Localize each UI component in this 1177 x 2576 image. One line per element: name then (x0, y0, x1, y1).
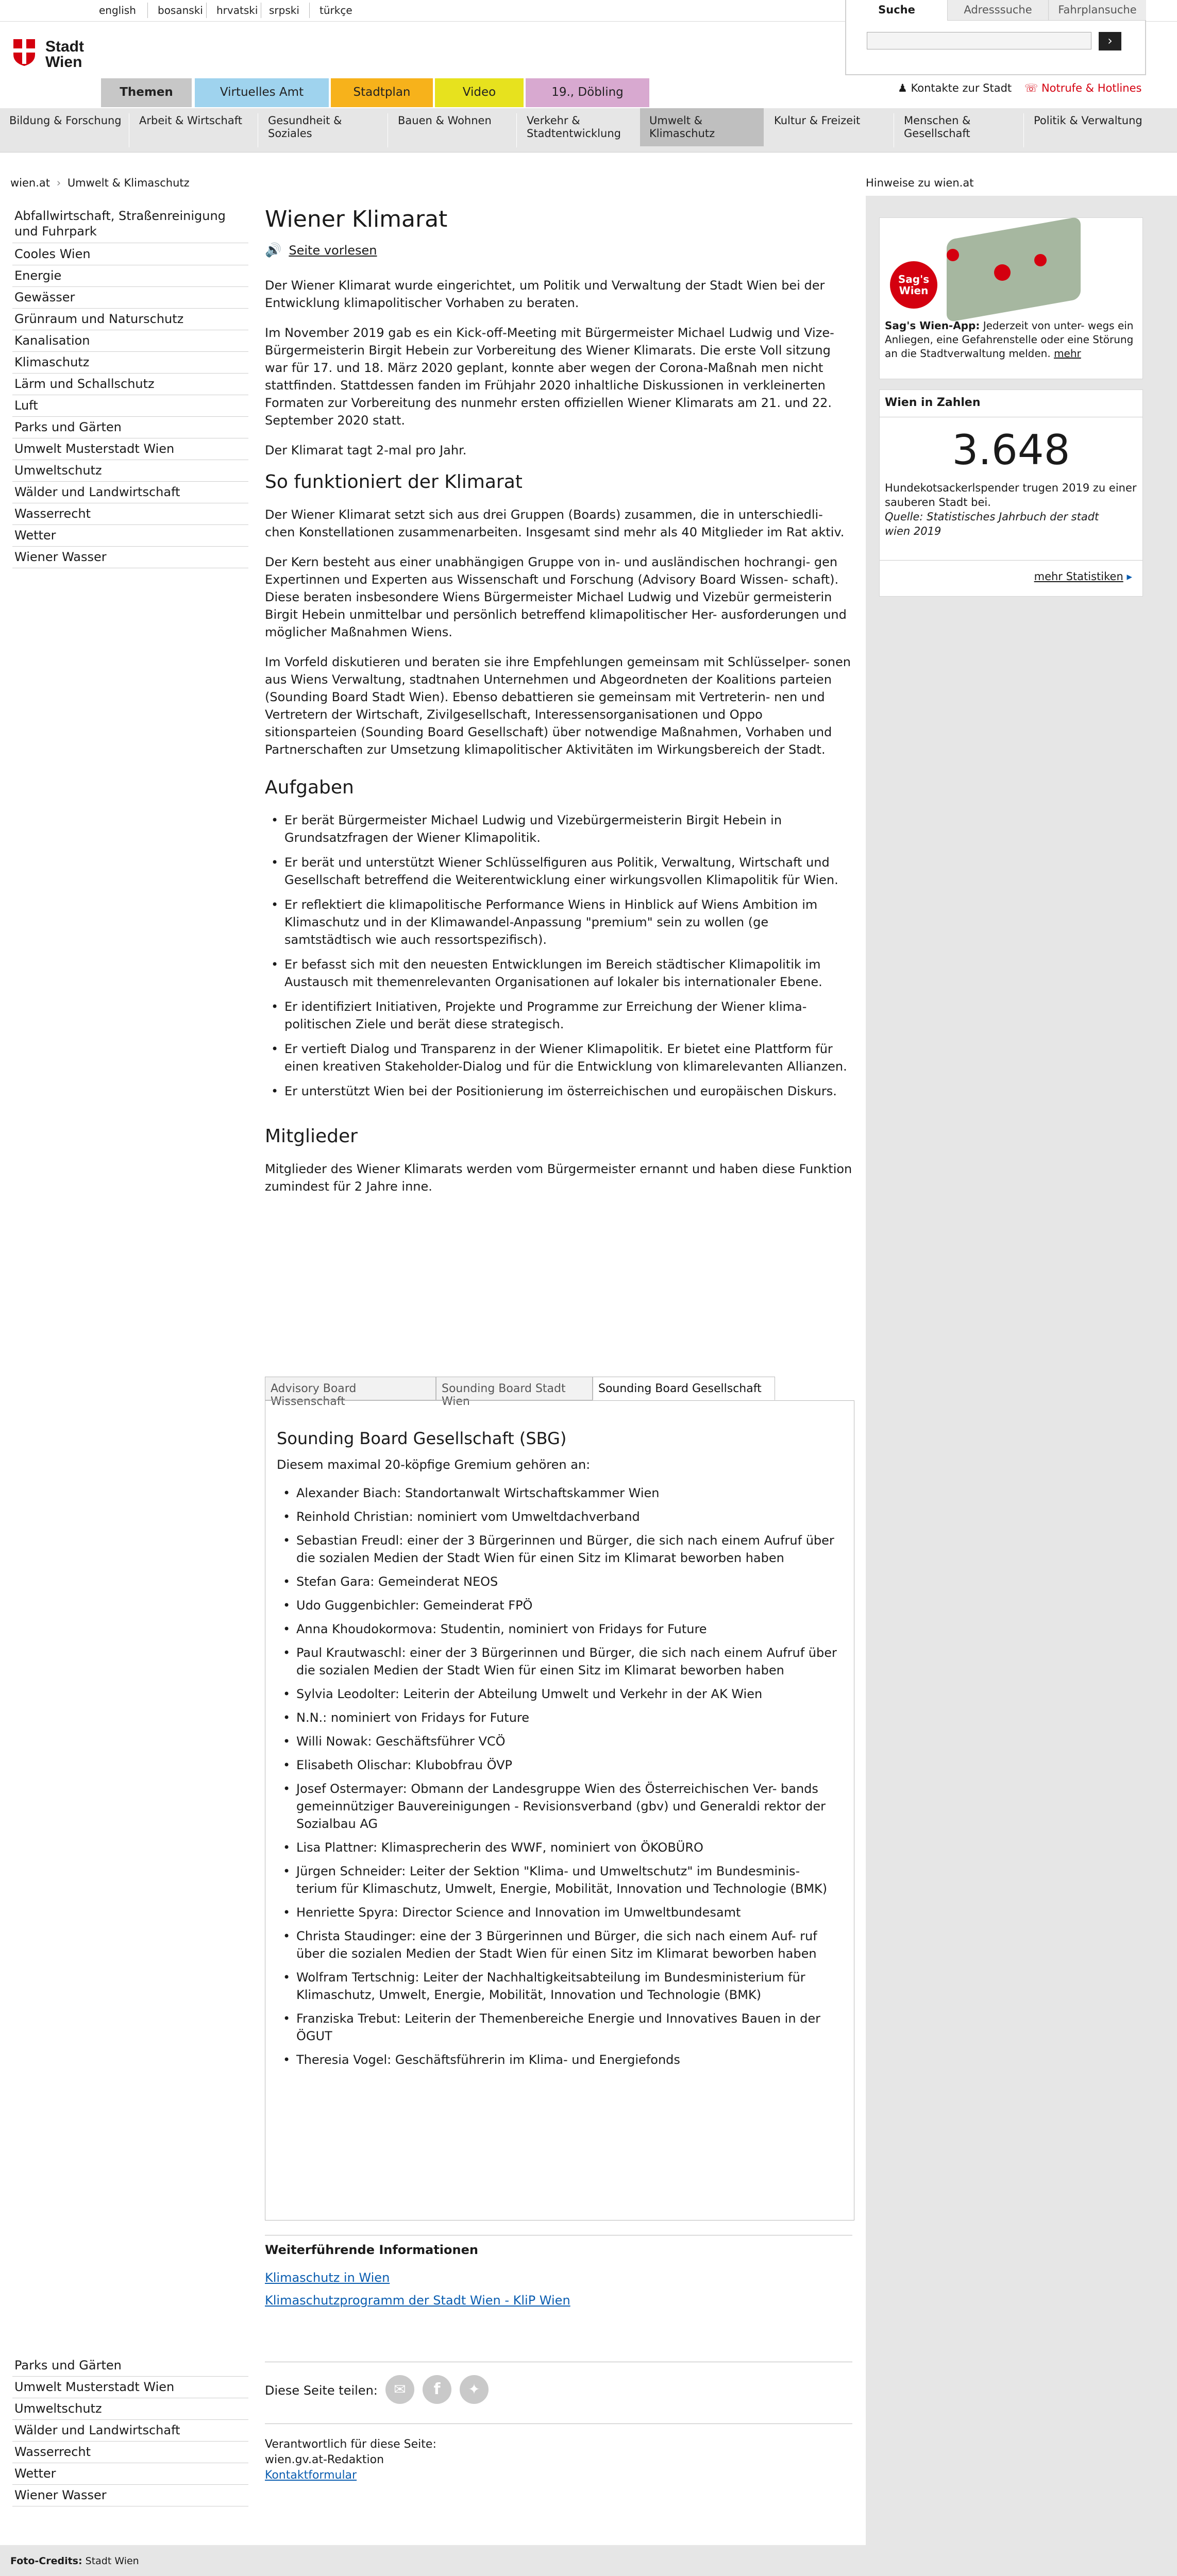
sidebar-item-gewaesser[interactable]: Gewässer (12, 289, 248, 309)
sidebar-item-wasserrecht[interactable]: Wasserrecht (12, 2443, 248, 2463)
phone-icon: ☏ (1024, 82, 1041, 94)
sidebar-item-parks[interactable]: Parks und Gärten (12, 418, 248, 438)
tab-adresssuche[interactable]: Adresssuche (947, 0, 1048, 21)
sidebar-item-umweltschutz[interactable]: Umweltschutz (12, 2400, 248, 2420)
heading-aufgaben: Aufgaben (265, 777, 354, 798)
member-item: • Sebastian Freudl: einer der 3 Bürgerinnen und Bürger, die sich nach einem Aufruf über die sozialen Medien der Stadt Wien für einen Sitz im Klimarat beworben haben (277, 1532, 838, 1567)
member-item: • Josef Ostermayer: Obmann der Landesgruppe Wien des Österreichischen Ver- bands gemeinnütziger Bauvereinigungen - Revisionsverband (gbv) und Generaldi rektor der Sozialbau AG (277, 1780, 838, 1833)
search-input[interactable] (867, 32, 1091, 49)
member-item: • Reinhold Christian: nominiert vom Umweltdachverband (277, 1508, 838, 1526)
panel-title: Sounding Board Gesellschaft (SBG) (277, 1429, 567, 1448)
search-panel (845, 0, 1146, 75)
foto-credits (10, 2555, 139, 2567)
sidebar-item-kanalisation[interactable]: Kanalisation (12, 332, 248, 352)
zahlen-title: Wien in Zahlen (885, 396, 981, 409)
redaktion-label: wien.gv.at-Redaktion (265, 2453, 384, 2466)
tab-bezirk[interactable]: 19., Döbling (526, 78, 649, 107)
person-icon: ♟ (898, 82, 911, 94)
intro-paragraph: Im November 2019 gab es ein Kick-off-Meeting mit Bürgermeister Michael Ludwig und Vize-Bürgermeisterin Birgit Hebein zur Vorbereitung des Wiener Klimarats. Die erste Voll sitzung war für 17. und 18. März 2020 geplant, konnte aber wegen der Corona-Maßnah men nicht stattfinden. Stattdessen fanden im Frühjahr 2020 inhaltliche Diskussionen in verkleinerten Formaten zur Vorbereitung des nunmehr ersten offiziellen Wiener Klimarats am 21. und 22. September 2020 statt. (265, 326, 834, 428)
member-item: • N.N.: nominiert von Fridays for Future (277, 1709, 838, 1726)
cat-bildung[interactable]: Bildung & Forschung (9, 114, 122, 127)
foto-credits-bar (0, 2545, 1177, 2576)
logo-text (45, 39, 84, 70)
list-item: • Er reflektiert die klimapolitische Performance Wiens in Hinblick auf Wiens Ambition im Klimaschutz und in der Klimawandel-Anpassung "premium" sein zu wollen (ge samtstädtisch wie auch ressortspezifisch). (265, 896, 852, 948)
heading-funktion: So funktioniert der Klimarat (265, 471, 523, 493)
vorlesen-label: Seite vorlesen (289, 243, 377, 258)
sags-wien-text (885, 319, 1137, 361)
sidebar-item-waelder[interactable]: Wälder und Landwirtschaft (12, 483, 248, 503)
breadcrumb-home[interactable]: wien.at (10, 177, 51, 189)
logo-line-2: Wien (45, 54, 82, 71)
sidebar-item-parks[interactable]: Parks und Gärten (12, 2357, 248, 2377)
mehr-statistiken-label: mehr Statistiken (1034, 570, 1123, 583)
tab-fahrplansuche[interactable]: Fahrplansuche (1048, 0, 1146, 21)
mitglieder-intro: Mitglieder des Wiener Klimarats werden vom Bürgermeister ernannt und haben diese Funktion zumindest für 2 Jahre inne. (265, 1162, 852, 1194)
cat-verkehr[interactable]: Verkehr & Stadtentwicklung (527, 114, 621, 140)
cat-umwelt[interactable]: Umwelt & Klimaschutz (640, 108, 764, 146)
panel-intro: Diesem maximal 20-köpfige Gremium gehören an: (277, 1458, 591, 1472)
lang-srpski[interactable]: srpski (269, 4, 299, 16)
intro-paragraph: Der Wiener Klimarat wurde eingerichtet, um Politik und Verwaltung der Stadt Wien bei der Entwicklung klimapolitischer Vorhaben zu beraten. (265, 278, 825, 310)
cat-gesundheit[interactable]: Gesundheit & Soziales (268, 114, 342, 140)
wien-shield-icon (13, 39, 35, 66)
notrufe-label: Notrufe & Hotlines (1041, 82, 1142, 94)
mail-icon[interactable]: ✉ (385, 2375, 414, 2404)
hinweise-link[interactable]: Hinweise zu wien.at (866, 177, 974, 189)
divider (206, 3, 207, 18)
phone-illustration (947, 216, 1081, 323)
sidebar-item-wasserrecht[interactable]: Wasserrecht (12, 505, 248, 525)
mehr-statistiken-link[interactable] (1034, 570, 1132, 583)
sidebar-item-abfall[interactable]: Abfallwirtschaft, Straßenreinigung und Fuhrpark (12, 207, 248, 243)
chevron-right-icon: ▸ (1126, 570, 1132, 583)
sidebar-item-klimaschutz[interactable]: Klimaschutz (12, 353, 248, 374)
category-nav (0, 108, 1177, 152)
list-item: • Er vertieft Dialog und Transparenz in der Wiener Klimapolitik. Er bietet eine Plattform für einen kreativen Stakeholder-Dialog und für die Entwicklung von klimarelevanten Allianzen. (265, 1040, 852, 1075)
sags-wien-title: Sag's Wien-App: (885, 319, 980, 332)
breadcrumb-separator: › (56, 177, 61, 189)
lang-english[interactable]: english (99, 4, 136, 16)
sags-wien-image (880, 218, 1142, 316)
member-item: • Wolfram Tertschnig: Leiter der Nachhaltigkeitsabteilung im Bundesministerium für Klimaschutz, Umwelt, Energie, Mobilität, Innovation und Technologie (BMK) (277, 1969, 838, 2004)
tab-suche[interactable]: Suche (878, 4, 915, 16)
tab-themen[interactable]: Themen (101, 78, 192, 107)
search-submit-button[interactable]: › (1099, 32, 1121, 50)
vorlesen-link[interactable] (265, 243, 852, 258)
sidebar-item-wetter[interactable]: Wetter (12, 2465, 248, 2485)
foto-credits-label: Foto-Credits: (10, 2555, 82, 2567)
member-item: • Sylvia Leodolter: Leiterin der Abteilung Umwelt und Verkehr in der AK Wien (277, 1685, 838, 1703)
sidebar-item-musterstadt[interactable]: Umwelt Musterstadt Wien (12, 440, 248, 460)
divider (516, 113, 517, 147)
aufgaben-list (265, 811, 852, 1100)
sidebar-item-luft[interactable]: Luft (12, 397, 248, 417)
main-content (265, 201, 852, 1208)
divider (1023, 113, 1024, 147)
cat-kultur[interactable]: Kultur & Freizeit (774, 114, 861, 127)
intro-paragraph: Der Klimarat tagt 2-mal pro Jahr. (265, 443, 467, 457)
cat-menschen[interactable]: Menschen & Gesellschaft (904, 114, 971, 140)
kontakte-label: Kontakte zur Stadt (911, 82, 1012, 94)
map-pin-icon (994, 264, 1011, 281)
tab-panel (265, 1400, 854, 2221)
cat-politik[interactable]: Politik & Verwaltung (1034, 114, 1142, 127)
tab-video[interactable]: Video (435, 78, 524, 107)
member-item: • Paul Krautwaschl: einer der 3 Bürgerinnen und Bürger, die sich nach einem Aufruf über die sozialen Medien der Stadt Wien für einen Sitz im Klimarat beworben haben (277, 1644, 838, 1679)
lang-turkce[interactable]: türkçe (320, 4, 352, 16)
weiterfuehrende-section (265, 2235, 852, 2308)
right-sidebar (866, 196, 1177, 2545)
notrufe-link[interactable] (1024, 82, 1141, 94)
sidebar-item-laerm[interactable]: Lärm und Schallschutz (12, 375, 248, 395)
lang-bosanski[interactable]: bosanski (158, 4, 203, 16)
sags-wien-mehr-link[interactable]: mehr (1054, 347, 1081, 360)
list-item: • Er unterstützt Wien bei der Positionierung im österreichischen und europäischen Diskurs. (265, 1082, 852, 1100)
facebook-icon[interactable]: f (423, 2375, 451, 2404)
member-item: • Stefan Gara: Gemeinderat NEOS (277, 1573, 838, 1590)
member-item: • Alexander Biach: Standortanwalt Wirtschaftskammer Wien (277, 1484, 838, 1502)
verantwortlich-label: Verantwortlich für diese Seite: (265, 2438, 436, 2451)
tab-sounding-board-stadt[interactable]: Sounding Board Stadt Wien (436, 1377, 593, 1400)
sags-wien-desc: Jederzeit von unter- wegs ein Anliegen, eine Gefahrenstelle oder eine Störung an die Stadtverwaltung melden. (885, 319, 1134, 360)
sidebar-item-wetter[interactable]: Wetter (12, 527, 248, 547)
zahl-quelle: Quelle: Statistisches Jahrbuch der stadt wien 2019 (885, 511, 1099, 537)
lang-hrvatski[interactable]: hrvatski (216, 4, 258, 16)
member-item: • Udo Guggenbichler: Gemeinderat FPÖ (277, 1597, 838, 1614)
funktion-paragraph: Der Kern besteht aus einer unabhängigen Gruppe von in- und ausländischen hochrangi- gen Expertinnen und Experten aus Wissenschaft und Forschung (Advisory Board Wissen- schaft). Diese beraten insbesondere Wiens Bürgermeister Michael Ludwig und Vizebür germeisterin Birgit Hebein unmittelbar und persönlich betreffend klimapolitischer Her- ausforderungen und möglicher Maßnahmen Wiens. (265, 555, 847, 639)
member-item: • Christa Staudinger: eine der 3 Bürgerinnen und Bürger, die sich nach einem Auf- ruf über die sozialen Medien der Stadt Wien für einen Sitz im Klimarat beworben haben (277, 1927, 838, 1962)
share-label: Diese Seite teilen: (265, 2383, 378, 2398)
tab-stadtplan[interactable]: Stadtplan (331, 78, 433, 107)
sidebar-item-gruenraum[interactable]: Grünraum und Naturschutz (12, 310, 248, 330)
breadcrumb-current[interactable]: Umwelt & Klimaschutz (67, 177, 190, 189)
divider (309, 3, 310, 18)
member-item: • Theresia Vogel: Geschäftsführerin im Klima- und Energiefonds (277, 2051, 838, 2069)
twitter-icon[interactable]: ✦ (460, 2375, 489, 2404)
link-klimaschutz[interactable]: Klimaschutz in Wien (265, 2270, 390, 2285)
member-item: • Franziska Trebut: Leiterin der Themenbereiche Energie und Innovatives Bauen in der ÖGUT (277, 2010, 838, 2045)
breadcrumb (10, 177, 190, 189)
sidebar-item-umweltschutz[interactable]: Umweltschutz (12, 462, 248, 482)
member-item: • Elisabeth Olischar: Klubobfrau ÖVP (277, 1756, 838, 1774)
members-list (277, 1484, 838, 2075)
sags-wien-badge: Sag's Wien (890, 261, 937, 309)
funktion-paragraph: Im Vorfeld diskutieren und beraten sie ihre Empfehlungen gemeinsam mit Schlüsselper- sonen aus Wiens Verwaltung, stadtnahen Unternehmen und Abgeordneten der Koalitions parteien (Sounding Board Stadt Wien). Ebenso debattieren sie gemeinsam mit Vertreterin- nen und Vertretern der Wirtschaft, Zivilgesellschaft, Interessensorganisationen und Oppo sitionsparteien (Sounding Board Gesellschaft) über notwendige Maßnahmen, Vorhaben und Partnerschaften zur Umsetzung klimapolitischer Aktivitäten im Wirkungsbereich der Stadt. (265, 655, 851, 757)
map-pin-icon (1034, 254, 1047, 266)
zahl-text: Hundekotsackerlspender trugen 2019 zu einer sauberen Stadt bei. (885, 482, 1137, 509)
verantwortlich-block (265, 2437, 436, 2483)
sidebar-item-wiener-wasser[interactable]: Wiener Wasser (12, 2486, 248, 2506)
map-pin-icon (947, 249, 959, 261)
wien-in-zahlen (879, 389, 1143, 597)
member-item: • Anna Khoudokormova: Studentin, nominiert von Fridays for Future (277, 1620, 838, 1638)
heading-mitglieder: Mitglieder (265, 1126, 358, 1147)
member-item: • Lisa Plattner: Klimasprecherin des WWF, nominiert von ÖKOBÜRO (277, 1839, 838, 1856)
sags-wien-teaser (879, 217, 1143, 379)
member-item: • Willi Nowak: Geschäftsführer VCÖ (277, 1733, 838, 1750)
sidebar-item-energie[interactable]: Energie (12, 267, 248, 287)
tab-virtuelles-amt[interactable]: Virtuelles Amt (195, 78, 329, 107)
sidebar-item-musterstadt[interactable]: Umwelt Musterstadt Wien (12, 2378, 248, 2398)
cat-bauen[interactable]: Bauen & Wohnen (398, 114, 492, 127)
kontakte-link[interactable] (898, 82, 1012, 94)
stadt-wien-logo[interactable] (13, 39, 116, 75)
sidebar-item-cooles-wien[interactable]: Cooles Wien (12, 245, 248, 265)
tab-sounding-board-gesellschaft[interactable]: Sounding Board Gesellschaft (593, 1377, 775, 1400)
foto-credits-value: Stadt Wien (85, 2555, 139, 2567)
divider (147, 3, 148, 18)
weiter-heading: Weiterführende Informationen (265, 2243, 478, 2257)
sidebar-item-wiener-wasser[interactable]: Wiener Wasser (12, 548, 248, 568)
zahl-value: 3.648 (952, 426, 1070, 474)
list-item: • Er berät Bürgermeister Michael Ludwig und Vizebürgermeisterin Birgit Hebein in Grundsatzfragen der Wiener Klimapolitik. (265, 811, 852, 846)
member-item: • Henriette Spyra: Director Science and Innovation im Umweltbundesamt (277, 1904, 838, 1921)
list-item: • Er identifiziert Initiativen, Projekte und Programme zur Erreichung der Wiener klima- politischen Ziele und berät diese strategisch. (265, 998, 852, 1033)
member-item: • Jürgen Schneider: Leiter der Sektion "Klima- und Umweltschutz" im Bundesminis- terium für Klimaschutz, Umwelt, Energie, Mobilität, Innovation und Technologie (BMK) (277, 1862, 838, 1897)
link-klip[interactable]: Klimaschutzprogramm der Stadt Wien - KliP Wien (265, 2293, 570, 2308)
list-item: • Er befasst sich mit den neuesten Entwicklungen im Bereich städtischer Klimapolitik im Austausch mit themenrelevanten Organisationen auf lokaler bis internationaler Ebene. (265, 956, 852, 991)
sidebar-item-waelder[interactable]: Wälder und Landwirtschaft (12, 2421, 248, 2442)
list-item: • Er berät und unterstützt Wiener Schlüsselfiguren aus Politik, Verwaltung, Wirtschaft und Gesellschaft betreffend die Weiterentwicklung einer wirkungsvollen Klimapolitik für Wien. (265, 854, 852, 889)
speaker-icon: 🔊 (265, 243, 282, 258)
cat-arbeit[interactable]: Arbeit & Wirtschaft (139, 114, 242, 127)
tab-advisory-board[interactable]: Advisory Board Wissenschaft (265, 1377, 436, 1400)
divider (880, 560, 1142, 561)
kontaktformular-link[interactable]: Kontaktformular (265, 2469, 357, 2482)
page-title: Wiener Klimarat (265, 206, 448, 232)
funktion-paragraph: Der Wiener Klimarat setzt sich aus drei Gruppen (Boards) zusammen, die in unterschiedli- chen Konstellationen zusammenarbeiten. Insgesamt sind mehr als 40 Mitglieder im Rat aktiv. (265, 507, 845, 539)
logo-line-1: Stadt (45, 38, 84, 55)
